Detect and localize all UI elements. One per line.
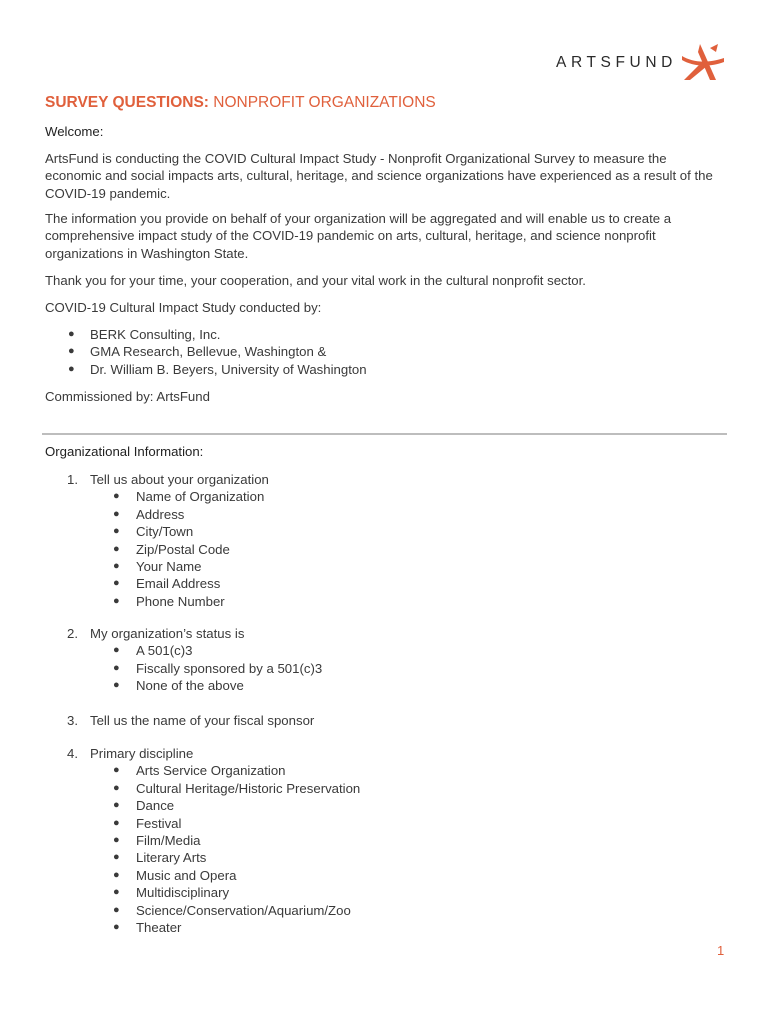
option-text: Multidisciplinary bbox=[136, 885, 230, 901]
section-divider bbox=[42, 433, 727, 435]
bullet-icon: ● bbox=[113, 833, 120, 846]
bullet-icon: ● bbox=[113, 764, 120, 777]
option-text: Zip/Postal Code bbox=[136, 541, 230, 557]
option-text: Film/Media bbox=[136, 832, 201, 848]
option-text: A 501(c)3 bbox=[136, 643, 193, 659]
option-text: Science/Conservation/Aquarium/Zoo bbox=[136, 902, 351, 918]
bullet-icon: ● bbox=[113, 781, 120, 794]
bullet-icon: ● bbox=[113, 799, 120, 812]
bullet-icon: ● bbox=[68, 328, 75, 340]
list-item bbox=[45, 361, 367, 378]
option-text: Email Address bbox=[136, 576, 221, 592]
bullet-icon: ● bbox=[113, 594, 120, 607]
question-number: 2. bbox=[67, 626, 78, 641]
option-item bbox=[45, 593, 725, 610]
bullet-icon: ● bbox=[113, 661, 120, 674]
logo-wordmark: ARTSFUND bbox=[556, 54, 677, 71]
option-text: Address bbox=[136, 506, 185, 522]
conductor-list bbox=[45, 326, 367, 378]
option-text: Festival bbox=[136, 815, 182, 831]
option-item bbox=[45, 762, 725, 779]
question-text: Tell us about your organization bbox=[90, 472, 269, 487]
option-text: Phone Number bbox=[136, 593, 225, 609]
bullet-icon: ● bbox=[113, 920, 120, 933]
option-item bbox=[45, 815, 725, 832]
option-text: Name of Organization bbox=[136, 489, 265, 505]
page-title bbox=[45, 94, 436, 112]
org-info-heading: Organizational Information: bbox=[45, 444, 204, 459]
option-text: Dance bbox=[136, 798, 175, 814]
bullet-icon: ● bbox=[113, 559, 120, 572]
question-1 bbox=[45, 471, 725, 610]
list-item bbox=[45, 343, 367, 360]
option-text: None of the above bbox=[136, 678, 244, 694]
option-item bbox=[45, 797, 725, 814]
welcome-paragraph: ArtsFund is conducting the COVID Cultural Impact Study - Nonprofit Organizational Survey to measure the economic and social impacts arts, cultural, heritage, and science organizations have experienced as a result of the COVID-19 pandemic. bbox=[45, 151, 713, 201]
bullet-icon: ● bbox=[113, 644, 120, 657]
commissioned-by: Commissioned by: ArtsFund bbox=[45, 389, 210, 404]
option-list bbox=[45, 642, 725, 694]
option-text: Cultural Heritage/Historic Preservation bbox=[136, 780, 361, 796]
question-3 bbox=[45, 712, 725, 729]
option-list bbox=[45, 762, 725, 936]
bullet-icon: ● bbox=[68, 345, 75, 358]
title-bold: SURVEY QUESTIONS: bbox=[45, 94, 209, 111]
option-item bbox=[45, 541, 725, 558]
bullet-icon: ● bbox=[113, 542, 120, 555]
option-item bbox=[45, 902, 725, 919]
bullet-icon: ● bbox=[113, 679, 120, 692]
option-text: Music and Opera bbox=[136, 867, 237, 883]
artsfund-mark-icon bbox=[680, 42, 726, 82]
option-item bbox=[45, 780, 725, 797]
bullet-icon: ● bbox=[113, 507, 120, 520]
bullet-icon: ● bbox=[113, 525, 120, 538]
option-item bbox=[45, 575, 725, 592]
question-text: My organization’s status is bbox=[90, 626, 245, 641]
option-item bbox=[45, 832, 725, 849]
list-item-text: GMA Research, Bellevue, Washington & bbox=[90, 344, 327, 360]
bullet-icon: ● bbox=[113, 886, 120, 899]
option-item bbox=[45, 660, 725, 677]
option-item bbox=[45, 642, 725, 659]
bullet-icon: ● bbox=[113, 903, 120, 916]
option-item bbox=[45, 488, 725, 505]
question-number: 4. bbox=[67, 746, 78, 761]
option-text: Fiscally sponsored by a 501(c)3 bbox=[136, 660, 323, 676]
welcome-heading: Welcome: bbox=[45, 124, 104, 139]
option-item bbox=[45, 884, 725, 901]
option-text: Theater bbox=[136, 919, 182, 935]
welcome-paragraph: Thank you for your time, your cooperation, and your vital work in the cultural nonprofit sector. bbox=[45, 273, 586, 288]
bullet-icon: ● bbox=[113, 577, 120, 590]
bullet-icon: ● bbox=[113, 868, 120, 881]
option-list bbox=[45, 488, 725, 610]
option-text: City/Town bbox=[136, 524, 194, 540]
option-item bbox=[45, 919, 725, 936]
question-number: 3. bbox=[67, 713, 78, 728]
option-item bbox=[45, 506, 725, 523]
option-item bbox=[45, 558, 725, 575]
list-item-text: Dr. William B. Beyers, University of Washington bbox=[90, 361, 367, 377]
bullet-icon: ● bbox=[68, 362, 75, 375]
option-item bbox=[45, 677, 725, 694]
option-item bbox=[45, 523, 725, 540]
list-item-text: BERK Consulting, Inc. bbox=[90, 327, 221, 342]
bullet-icon: ● bbox=[113, 851, 120, 864]
welcome-paragraph: The information you provide on behalf of your organization will be aggregated and will enable us to create a comprehensive impact study of the COVID-19 pandemic on arts, cultural, heritage, and science nonprofit organizations in Washington State. bbox=[45, 211, 672, 261]
option-text: Literary Arts bbox=[136, 850, 207, 866]
bullet-icon: ● bbox=[113, 490, 120, 503]
welcome-paragraph: COVID-19 Cultural Impact Study conducted by: bbox=[45, 300, 322, 315]
page-number: 1 bbox=[717, 943, 725, 958]
option-text: Your Name bbox=[136, 558, 202, 574]
title-rest: NONPROFIT ORGANIZATIONS bbox=[208, 94, 436, 111]
bullet-icon: ● bbox=[113, 816, 120, 829]
list-item bbox=[45, 326, 367, 343]
option-item bbox=[45, 849, 725, 866]
option-text: Arts Service Organization bbox=[136, 763, 286, 779]
question-2 bbox=[45, 625, 725, 695]
artsfund-logo bbox=[556, 42, 731, 82]
option-item bbox=[45, 867, 725, 884]
question-text: Primary discipline bbox=[90, 746, 194, 761]
question-number: 1. bbox=[67, 472, 78, 487]
question-text: Tell us the name of your fiscal sponsor bbox=[90, 713, 315, 728]
question-4 bbox=[45, 745, 725, 936]
